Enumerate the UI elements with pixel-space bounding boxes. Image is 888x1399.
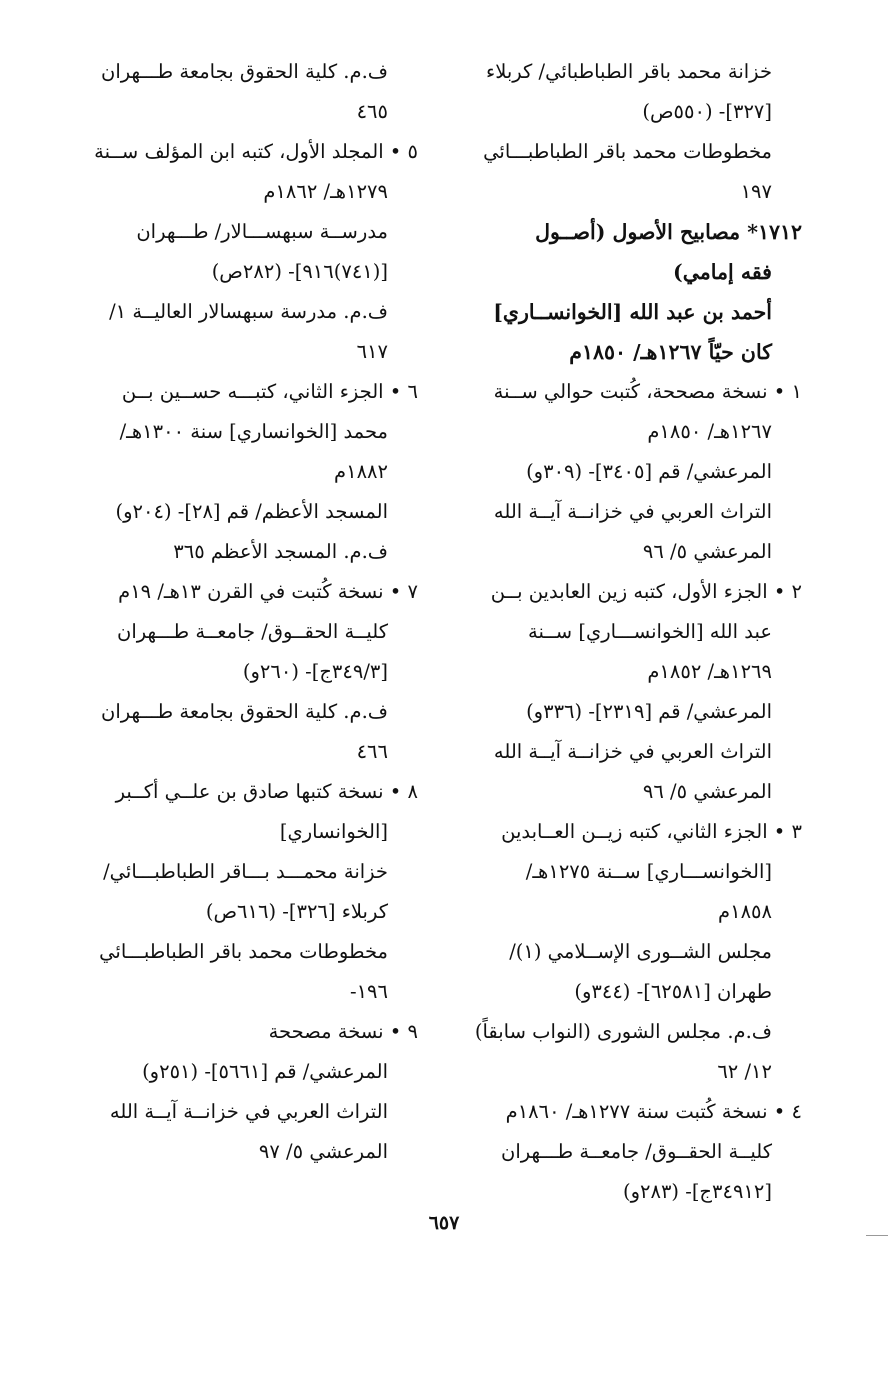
- left-column-line: ف.م. المسجد الأعظم ٣٦٥: [173, 540, 388, 563]
- left-column-line: ٤٦٥: [356, 100, 388, 123]
- left-column-line: كربلاء [٣٢٦]- (٦١٦ص): [205, 900, 388, 923]
- left-column-line: ١٩٦-: [349, 980, 388, 1003]
- right-column-line: مجلس الشــورى الإســلامي (١)/: [509, 940, 772, 963]
- right-column-line: المرعشي ٥/ ٩٦: [642, 780, 772, 803]
- right-column-line: ٤ • نسخة كُتبت سنة ١٢٧٧هـ/ ١٨٦٠م: [505, 1100, 802, 1123]
- right-column-line: أحمد بن عبد الله [الخوانســاري]: [493, 300, 772, 324]
- left-column-line: ٧ • نسخة كُتبت في القرن ١٣هـ/ ١٩م: [118, 580, 418, 603]
- left-column-line: المرعشي/ قم [٥٦٦١]- (٢٥١و): [142, 1060, 388, 1083]
- left-column-line: ف.م. كلية الحقوق بجامعة طـــهران: [101, 700, 388, 723]
- left-column-line: محمد [الخوانساري] سنة ١٣٠٠هـ/: [119, 420, 388, 443]
- left-column-line: [الخوانساري]: [279, 820, 388, 843]
- right-column-line: [الخوانســـاري] ســنة ١٢٧٥هـ/: [525, 860, 772, 883]
- left-column-line: [٣٤٩/٣ج]- (٢٦٠و): [242, 660, 388, 683]
- right-column-line: [٣٤٩١٢ج]- (٢٨٣و): [622, 1180, 772, 1203]
- right-column-line: فقه إمامي): [673, 260, 772, 284]
- left-column-line: ١٨٨٢م: [334, 460, 388, 483]
- page-number: ٦٥٧: [428, 1212, 460, 1234]
- left-column: [72, 52, 418, 1172]
- left-column-line: مدرســة سبهســـالار/ طـــهران: [136, 220, 388, 243]
- left-column-line: ٥ • المجلد الأول، كتبه ابن المؤلف ســنة: [94, 140, 418, 163]
- right-column-line: ١ • نسخة مصححة، كُتبت حوالي ســنة: [493, 380, 802, 403]
- left-column-line: ٤٦٦: [356, 740, 388, 763]
- left-column-line: ف.م. كلية الحقوق بجامعة طـــهران: [101, 60, 388, 83]
- right-column-line: ١٢٦٧هـ/ ١٨٥٠م: [647, 420, 772, 443]
- right-column-line: التراث العربي في خزانــة آيــة الله: [493, 740, 772, 763]
- left-column-line: خزانة محمـــد بـــاقر الطباطبـــائي/: [103, 860, 388, 883]
- scan-edge-mark: [866, 1235, 888, 1236]
- left-column-line: كليــة الحقــوق/ جامعــة طـــهران: [117, 620, 388, 643]
- left-column-line: ١٢٧٩هـ/ ١٨٦٢م: [263, 180, 388, 203]
- right-column-line: المرعشي ٥/ ٩٦: [642, 540, 772, 563]
- right-column-line: كليــة الحقــوق/ جامعــة طـــهران: [501, 1140, 772, 1163]
- left-column-line: المسجد الأعظم/ قم [٢٨]- (٢٠٤و): [115, 500, 388, 523]
- right-column-line: ١٧١٢* مصابيح الأصول (أصــول: [535, 220, 802, 244]
- right-column-line: كان حيّاً ١٢٦٧هـ/ ١٨٥٠م: [569, 340, 772, 364]
- right-column-line: المرعشي/ قم [٢٣١٩]- (٣٣٦و): [526, 700, 772, 723]
- left-column-line: مخطوطات محمد باقر الطباطبـــائي: [99, 940, 388, 963]
- right-column-line: خزانة محمد باقر الطباطبائي/ كربلاء: [486, 60, 772, 83]
- left-column-line: ٩ • نسخة مصححة: [268, 1020, 418, 1043]
- left-column-line: التراث العربي في خزانــة آيــة الله: [109, 1100, 388, 1123]
- right-column-line: مخطوطات محمد باقر الطباطبـــائي: [483, 140, 772, 163]
- left-column-line: ف.م. مدرسة سبهسالار العاليــة ١/: [109, 300, 388, 323]
- right-column-line: ٢ • الجزء الأول، كتبه زين العابدين بــن: [490, 580, 802, 603]
- left-column-line: ٦١٧: [356, 340, 388, 363]
- left-column-line: المرعشي ٥/ ٩٧: [258, 1140, 388, 1163]
- left-column-line: [(٧٤١)٩١٦]- (٢٨٢ص): [211, 260, 388, 283]
- left-column-line: ٨ • نسخة كتبها صادق بن علــي أكــبر: [115, 780, 418, 803]
- right-column: [456, 52, 802, 1212]
- right-column-line: المرعشي/ قم [٣٤٠٥]- (٣٠٩و): [526, 460, 772, 483]
- right-column-line: ١٩٧: [740, 180, 772, 203]
- right-column-line: ١٢٦٩هـ/ ١٨٥٢م: [647, 660, 772, 683]
- right-column-line: ١٨٥٨م: [718, 900, 772, 923]
- right-column-line: التراث العربي في خزانــة آيــة الله: [493, 500, 772, 523]
- right-column-line: [٣٢٧]- (٥٥٠ص): [642, 100, 772, 123]
- left-column-line: ٦ • الجزء الثاني، كتبـــه حســين بــن: [121, 380, 418, 403]
- right-column-line: ف.م. مجلس الشورى (النواب سابقاً): [474, 1020, 772, 1043]
- right-column-line: عبد الله [الخوانســـاري] ســنة: [528, 620, 772, 643]
- right-column-line: طهران [٦٢٥٨١]- (٣٤٤و): [574, 980, 772, 1003]
- right-column-line: ٣ • الجزء الثاني، كتبه زيــن العــابدين: [501, 820, 802, 843]
- right-column-line: ١٢/ ٦٢: [717, 1060, 772, 1083]
